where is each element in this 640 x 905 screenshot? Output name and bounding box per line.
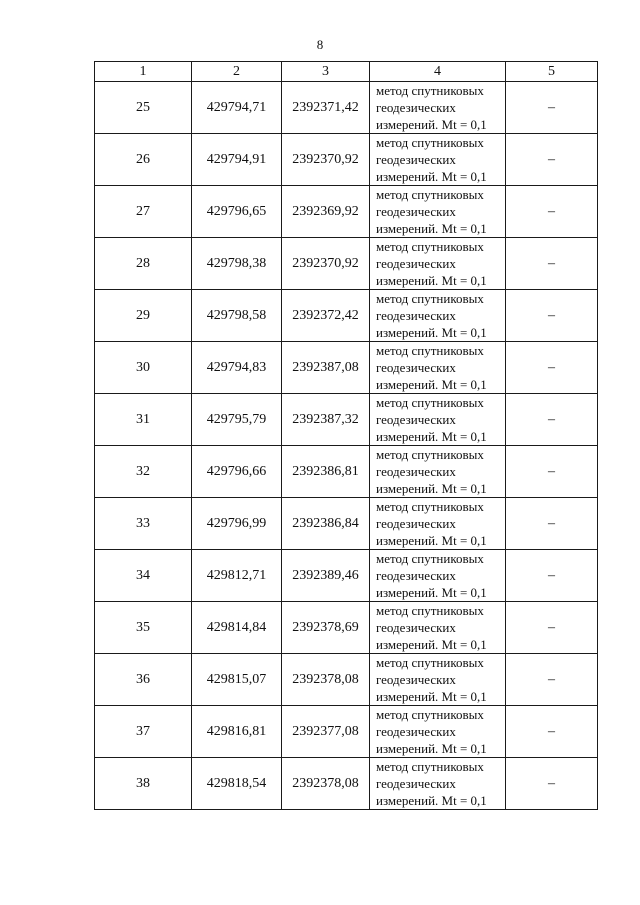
x-coordinate-cell: 429796,66: [192, 446, 282, 498]
x-coordinate-cell: 429796,99: [192, 498, 282, 550]
x-coordinate-cell: 429816,81: [192, 706, 282, 758]
note-cell: –: [506, 394, 598, 446]
point-number-cell: 31: [95, 394, 192, 446]
method-cell: метод спутниковых геодезических измерений. Mt = 0,1: [370, 654, 506, 706]
x-coordinate-cell: 429818,54: [192, 758, 282, 810]
method-cell: метод спутниковых геодезических измерений. Mt = 0,1: [370, 602, 506, 654]
coordinates-table: [94, 61, 598, 810]
table-row: [95, 342, 598, 394]
column-header-2: 2: [192, 62, 282, 82]
point-number-cell: 28: [95, 238, 192, 290]
table-row: [95, 706, 598, 758]
y-coordinate-cell: 2392370,92: [282, 238, 370, 290]
y-coordinate-cell: 2392378,08: [282, 654, 370, 706]
point-number-cell: 26: [95, 134, 192, 186]
point-number-cell: 30: [95, 342, 192, 394]
note-cell: –: [506, 342, 598, 394]
table-row: [95, 186, 598, 238]
table-body: [95, 82, 598, 810]
x-coordinate-cell: 429794,91: [192, 134, 282, 186]
table-row: [95, 82, 598, 134]
y-coordinate-cell: 2392386,81: [282, 446, 370, 498]
table-row: [95, 394, 598, 446]
method-cell: метод спутниковых геодезических измерений. Mt = 0,1: [370, 82, 506, 134]
page-number: 8: [316, 37, 324, 52]
method-cell: метод спутниковых геодезических измерений. Mt = 0,1: [370, 134, 506, 186]
method-cell: метод спутниковых геодезических измерений. Mt = 0,1: [370, 550, 506, 602]
note-cell: –: [506, 550, 598, 602]
y-coordinate-cell: 2392378,08: [282, 758, 370, 810]
x-coordinate-cell: 429798,58: [192, 290, 282, 342]
column-header-3: 3: [282, 62, 370, 82]
note-cell: –: [506, 186, 598, 238]
y-coordinate-cell: 2392369,92: [282, 186, 370, 238]
note-cell: –: [506, 654, 598, 706]
note-cell: –: [506, 134, 598, 186]
note-cell: –: [506, 290, 598, 342]
y-coordinate-cell: 2392378,69: [282, 602, 370, 654]
table-row: [95, 134, 598, 186]
x-coordinate-cell: 429814,84: [192, 602, 282, 654]
column-header-4: 4: [370, 62, 506, 82]
note-cell: –: [506, 602, 598, 654]
point-number-cell: 36: [95, 654, 192, 706]
table-row: [95, 498, 598, 550]
x-coordinate-cell: 429796,65: [192, 186, 282, 238]
table-row: [95, 290, 598, 342]
table-row: [95, 550, 598, 602]
note-cell: –: [506, 82, 598, 134]
column-header-1: 1: [95, 62, 192, 82]
point-number-cell: 35: [95, 602, 192, 654]
y-coordinate-cell: 2392377,08: [282, 706, 370, 758]
method-cell: метод спутниковых геодезических измерений. Mt = 0,1: [370, 758, 506, 810]
point-number-cell: 32: [95, 446, 192, 498]
method-cell: метод спутниковых геодезических измерений. Mt = 0,1: [370, 186, 506, 238]
point-number-cell: 33: [95, 498, 192, 550]
point-number-cell: 38: [95, 758, 192, 810]
point-number-cell: 34: [95, 550, 192, 602]
point-number-cell: 27: [95, 186, 192, 238]
method-cell: метод спутниковых геодезических измерений. Mt = 0,1: [370, 342, 506, 394]
method-cell: метод спутниковых геодезических измерений. Mt = 0,1: [370, 394, 506, 446]
note-cell: –: [506, 706, 598, 758]
point-number-cell: 25: [95, 82, 192, 134]
method-cell: метод спутниковых геодезических измерений. Mt = 0,1: [370, 290, 506, 342]
table-row: [95, 446, 598, 498]
y-coordinate-cell: 2392387,32: [282, 394, 370, 446]
y-coordinate-cell: 2392389,46: [282, 550, 370, 602]
table-header-row: [95, 62, 598, 82]
point-number-cell: 29: [95, 290, 192, 342]
note-cell: –: [506, 446, 598, 498]
table-row: [95, 238, 598, 290]
y-coordinate-cell: 2392386,84: [282, 498, 370, 550]
table-row: [95, 654, 598, 706]
method-cell: метод спутниковых геодезических измерений. Mt = 0,1: [370, 498, 506, 550]
x-coordinate-cell: 429798,38: [192, 238, 282, 290]
point-number-cell: 37: [95, 706, 192, 758]
y-coordinate-cell: 2392372,42: [282, 290, 370, 342]
table-row: [95, 758, 598, 810]
method-cell: метод спутниковых геодезических измерений. Mt = 0,1: [370, 446, 506, 498]
y-coordinate-cell: 2392371,42: [282, 82, 370, 134]
note-cell: –: [506, 758, 598, 810]
y-coordinate-cell: 2392387,08: [282, 342, 370, 394]
column-header-5: 5: [506, 62, 598, 82]
note-cell: –: [506, 238, 598, 290]
x-coordinate-cell: 429812,71: [192, 550, 282, 602]
note-cell: –: [506, 498, 598, 550]
method-cell: метод спутниковых геодезических измерений. Mt = 0,1: [370, 238, 506, 290]
x-coordinate-cell: 429794,83: [192, 342, 282, 394]
x-coordinate-cell: 429815,07: [192, 654, 282, 706]
method-cell: метод спутниковых геодезических измерений. Mt = 0,1: [370, 706, 506, 758]
x-coordinate-cell: 429795,79: [192, 394, 282, 446]
table-row: [95, 602, 598, 654]
y-coordinate-cell: 2392370,92: [282, 134, 370, 186]
x-coordinate-cell: 429794,71: [192, 82, 282, 134]
